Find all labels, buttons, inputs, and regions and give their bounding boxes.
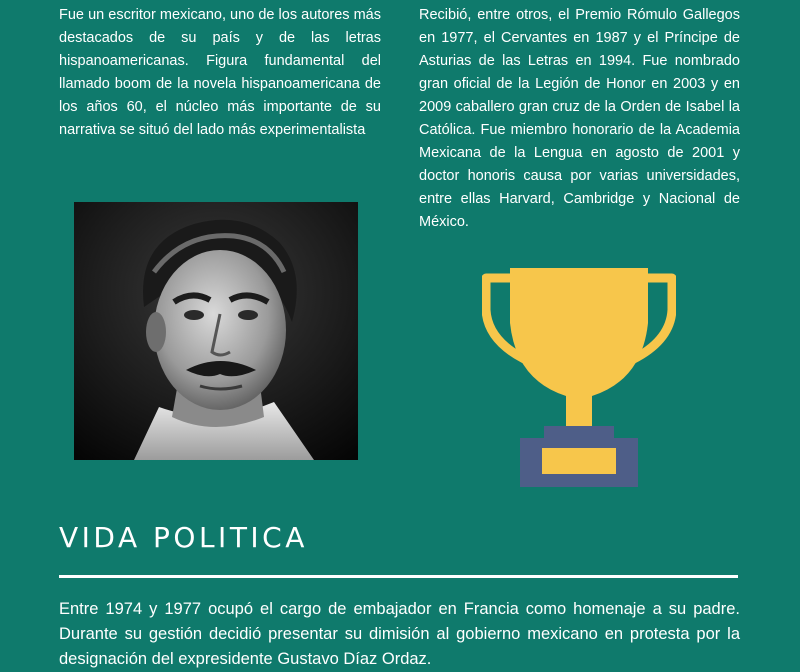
awards-paragraph: Recibió, entre otros, el Premio Rómulo Gallegos en 1977, el Cervantes en 1987 y el Príncipe de Asturias de las Letras en 1994. Fue nombrado gran oficial de la Legión de Honor en 2003 y en 2009 caballero gran cruz de la Orden de Isabel la Católica. Fue miembro honorario de la Academia Mexicana de la Lengua en agosto de 2001 y doctor honoris causa por varias universidades, entre ellas Harvard, Cambridge y Nacional de México. [419,7,740,230]
portrait-illustration [74,202,358,460]
politics-paragraph: Entre 1974 y 1977 ocupó el cargo de embajador en Francia como homenaje a su padre. Durante su gestión decidió presentar su dimisión al gobierno mexicano en protesta por la designación del expresidente Gustavo Díaz Ordaz. [59,600,740,668]
section-divider [59,575,738,578]
biography-paragraph: Fue un escritor mexicano, uno de los autores más destacados de su país y de las letras hispanoamericanas. Figura fundamental del llamado boom de la novela hispanoamericana de los años 60, el núcleo más importante de su narrativa se situó del lado más experimentalista [59,7,381,138]
section-title-vida-politica: VIDA POLITICA [59,521,308,554]
author-portrait-photo [74,202,358,460]
trophy-illustration [482,268,676,490]
trophy-icon [482,268,676,490]
